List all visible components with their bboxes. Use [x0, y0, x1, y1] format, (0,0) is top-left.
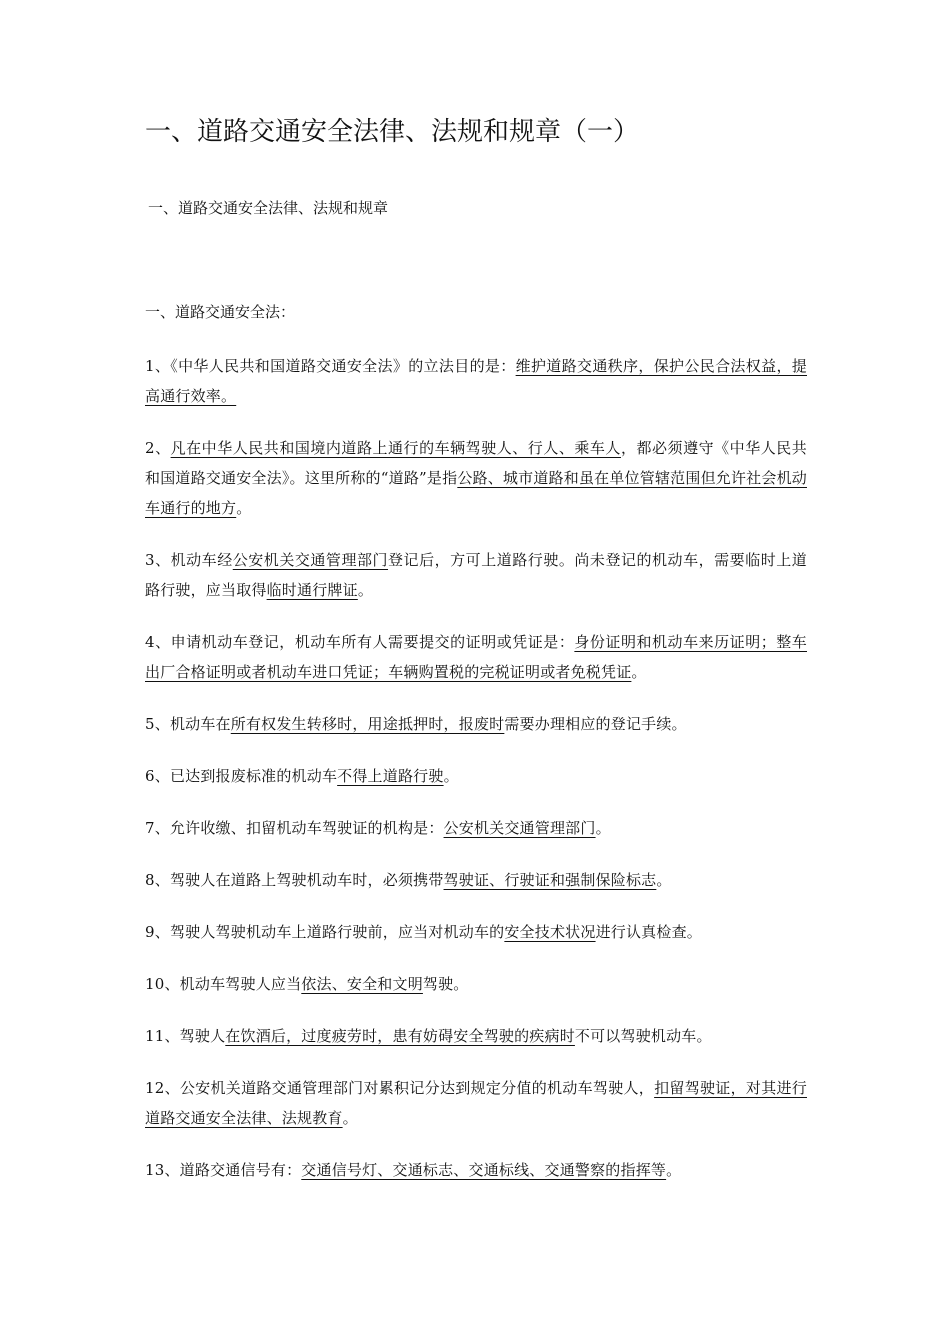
list-item — [145, 1155, 807, 1185]
underlined-answer: 身份证明和机动车来历证明；整车出厂合格证明或者机动车进口凭证；车辆购置税的完税证明或者免税凭证 — [145, 633, 807, 681]
item-text: 6、已达到报废标准的机动车 — [145, 767, 338, 785]
item-text: 。 — [631, 663, 647, 681]
item-text: 。 — [342, 1109, 358, 1127]
underlined-answer: 不得上道路行驶 — [337, 767, 444, 785]
underlined-answer: 扣留驾驶证，对其进行道路交通安全法律、法规教育 — [145, 1079, 807, 1127]
list-item — [145, 761, 807, 791]
item-text: 7、允许收缴、扣留机动车驾驶证的机构是： — [145, 819, 444, 837]
underlined-answer: 公路、城市道路和虽在单位管辖范围但允许社会机动车通行的地方 — [145, 469, 807, 517]
item-text: 。 — [443, 767, 459, 785]
underlined-answer: 公安机关交通管理部门 — [443, 819, 596, 837]
item-text: 1、《中华人民共和国道路交通安全法》的立法目的是： — [145, 357, 516, 375]
item-text: 进行认真检查。 — [595, 923, 702, 941]
item-text: 需要办理相应的登记手续。 — [504, 715, 687, 733]
item-text: 不可以驾驶机动车。 — [574, 1027, 712, 1045]
list-item — [145, 627, 807, 687]
document-title: 一、道路交通安全法律、法规和规章（一） — [145, 117, 640, 147]
list-item — [145, 433, 807, 523]
rules-list — [145, 351, 807, 1185]
item-text: 登记后，方可上道路行驶。尚未登记的机动车，需要临时上道路行驶，应当取得 — [145, 551, 807, 599]
list-item — [145, 917, 807, 947]
item-text: 8、驾驶人在道路上驾驶机动车时，必须携带 — [145, 871, 444, 889]
item-text: 。 — [666, 1161, 682, 1179]
list-item — [145, 1021, 807, 1051]
item-text: 9、驾驶人驾驶机动车上道路行驶前，应当对机动车的 — [145, 923, 505, 941]
underlined-answer: 安全技术状况 — [504, 923, 596, 941]
underlined-answer: 驾驶证、行驶证和强制保险标志 — [443, 871, 657, 889]
item-text: 2、 — [145, 439, 171, 457]
list-item — [145, 709, 807, 739]
item-text: 5、机动车在 — [145, 715, 231, 733]
list-item — [145, 969, 807, 999]
item-text: 11、驾驶人 — [145, 1027, 226, 1045]
underlined-answer: 维护道路交通秩序，保护公民合法权益，提高通行效率。 — [145, 357, 807, 405]
list-item — [145, 865, 807, 895]
item-text: 12、公安机关道路交通管理部门对累积记分达到规定分值的机动车驾驶人， — [145, 1079, 655, 1097]
underlined-answer: 交通信号灯、交通标志、交通标线、交通警察的指挥等 — [301, 1161, 667, 1179]
item-text: 3、机动车经 — [145, 551, 233, 569]
item-text: 10、机动车驾驶人应当 — [145, 975, 302, 993]
underlined-answer: 公安机关交通管理部门 — [232, 551, 389, 569]
underlined-answer: 依法、安全和文明 — [301, 975, 423, 993]
document-subtitle: 一、道路交通安全法律、法规和规章 — [148, 199, 389, 217]
item-text: 。 — [236, 499, 252, 517]
underlined-answer: 在饮酒后，过度疲劳时，患有妨碍安全驾驶的疾病时 — [225, 1027, 575, 1045]
item-text: 。 — [656, 871, 672, 889]
list-item — [145, 1073, 807, 1133]
underlined-answer: 所有权发生转移时，用途抵押时，报废时 — [230, 715, 505, 733]
item-text: 。 — [595, 819, 611, 837]
item-text: 4、申请机动车登记，机动车所有人需要提交的证明或凭证是： — [145, 633, 575, 651]
list-item — [145, 813, 807, 843]
item-text: ，都必须遵守《中华人民共和国道路交通安全法》。这里所称的“道路”是指 — [145, 439, 807, 487]
item-text: 驾驶。 — [422, 975, 469, 993]
underlined-answer: 临时通行牌证 — [266, 581, 358, 599]
item-text: 13、道路交通信号有： — [145, 1161, 302, 1179]
section-heading: 一、道路交通安全法： — [145, 303, 296, 321]
list-item — [145, 545, 807, 605]
underlined-answer: 凡在中华人民共和国境内道路上通行的车辆驾驶人、行人、乘车人 — [170, 439, 621, 457]
item-text: 。 — [357, 581, 374, 599]
list-item — [145, 351, 807, 411]
